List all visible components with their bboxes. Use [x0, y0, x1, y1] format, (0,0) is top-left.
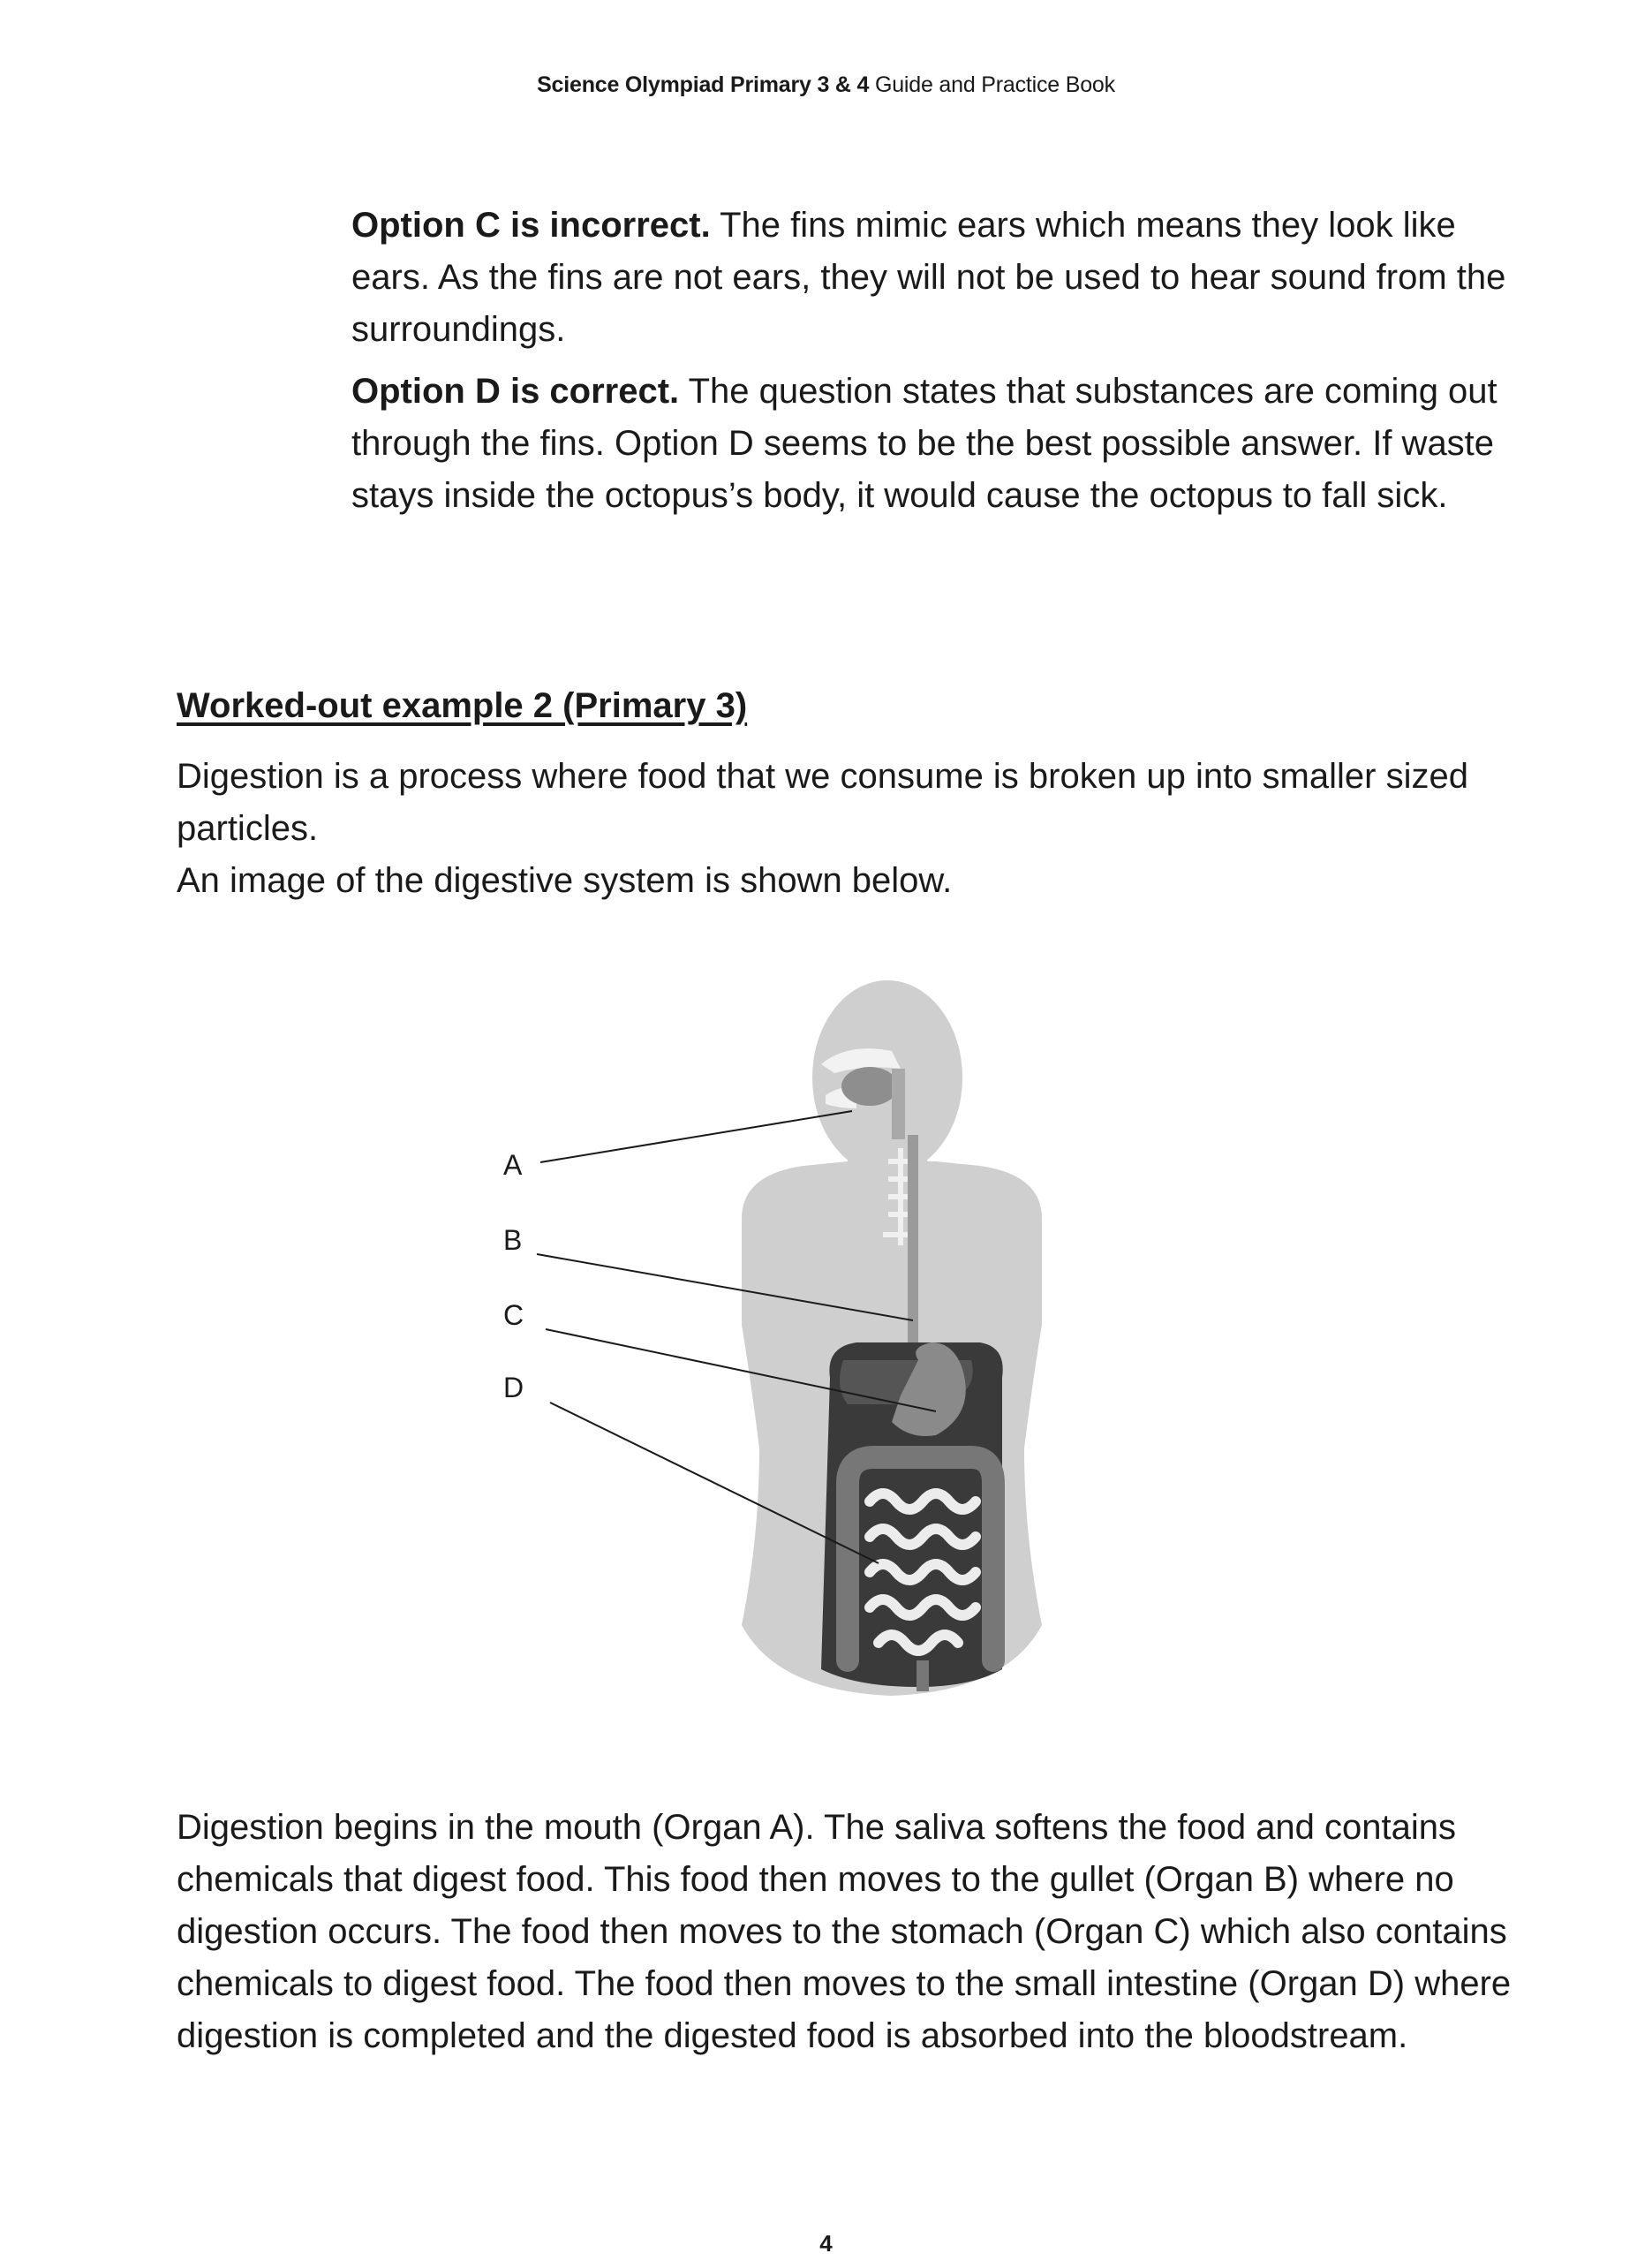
running-header: [0, 72, 1652, 98]
rectum: [917, 1660, 929, 1691]
header-title-rest: Guide and Practice Book: [874, 72, 1115, 97]
label-b: B: [503, 1224, 523, 1256]
option-d-lead: Option D is correct.: [351, 372, 680, 411]
intro-line-2: An image of the digestive system is shown below.: [177, 861, 953, 900]
option-d-paragraph: [351, 366, 1517, 522]
digestive-system-diagram: [477, 954, 1236, 1731]
label-c: C: [503, 1299, 524, 1331]
page-number: 4: [819, 2230, 833, 2257]
intro-line-1: Digestion is a process where food that we consume is broken up into smaller sized particles.: [177, 757, 1468, 848]
option-c-text: The fins mimic ears which means they look like ears. As the fins are not ears, they will not be used to hear sound from the surroundings.: [351, 206, 1506, 349]
option-c-lead: Option C is incorrect.: [351, 206, 711, 245]
example-heading: Worked-out example 2 (Primary 3): [177, 686, 748, 725]
option-c-paragraph: [351, 200, 1517, 356]
example-intro: [177, 751, 1501, 907]
digestive-system-figure: [477, 954, 1236, 1731]
label-d: D: [503, 1372, 524, 1403]
gullet-organ: [908, 1135, 918, 1360]
option-d-text: The question states that substances are coming out through the fins. Option D seems to be the best possible answer. If waste stays inside the octopus’s body, it would cause the octopus to fall sick.: [351, 372, 1497, 515]
explanation-paragraph: Digestion begins in the mouth (Organ A). The saliva softens the food and contains chemicals that digest food. This food then moves to the gullet (Organ B) where no digestion occurs. The food then moves to the stomach (Organ C) which also contains chemicals to digest food. The food then moves to the small intestine (Organ D) where digestion is completed and the digested food is absorbed into the bloodstream.: [177, 1808, 1512, 2055]
option-explanations: [351, 200, 1517, 532]
header-title-bold: Science Olympiad Primary 3 & 4: [537, 72, 870, 97]
label-a: A: [503, 1149, 523, 1181]
leader-line-a: [540, 1111, 852, 1162]
